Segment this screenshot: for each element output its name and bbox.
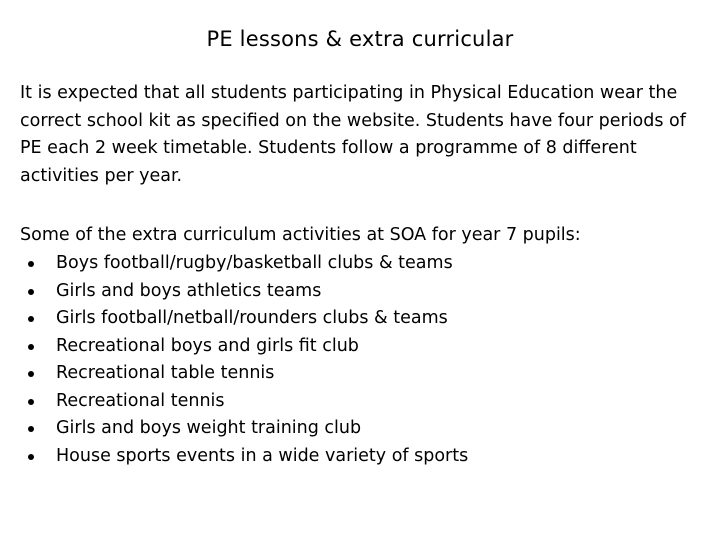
list-item-text: Girls and boys athletics teams [56,280,322,301]
bullet-icon [28,371,34,377]
bullet-icon [28,261,34,267]
list-item [28,333,468,361]
bullet-icon [28,426,34,432]
bullet-icon [28,344,34,350]
activities-intro: Some of the extra curriculum activities at SOA for year 7 pupils: [20,225,581,245]
list-item-text: Recreational boys and girls fit club [56,335,359,356]
list-item-text: House sports events in a wide variety of sports [56,445,469,466]
list-item [28,443,468,471]
list-item-text: Recreational table tennis [56,363,275,383]
list-item [28,278,468,306]
activities-list [28,250,468,470]
bullet-icon [28,454,34,460]
bullet-icon [28,289,34,295]
list-item-text: Girls football/netball/rounders clubs & teams [56,308,448,328]
list-item [28,305,468,333]
list-item [28,415,468,443]
list-item-text: Girls and boys weight training club [56,418,362,438]
list-item [28,360,468,388]
list-item [28,388,468,416]
bullet-icon [28,399,34,405]
list-item-text: Boys football/rugby/basketball clubs & teams [56,253,453,273]
intro-paragraph: It is expected that all students participating in Physical Education wear the correct school kit as specified on the website. Students have four periods of PE each 2 week timetable. Students follow a programme of 8 different activities per year. [20,83,686,186]
list-item [28,250,468,278]
page-title: PE lessons & extra curricular [206,27,514,51]
list-item-text: Recreational tennis [56,390,225,411]
bullet-icon [28,316,34,322]
